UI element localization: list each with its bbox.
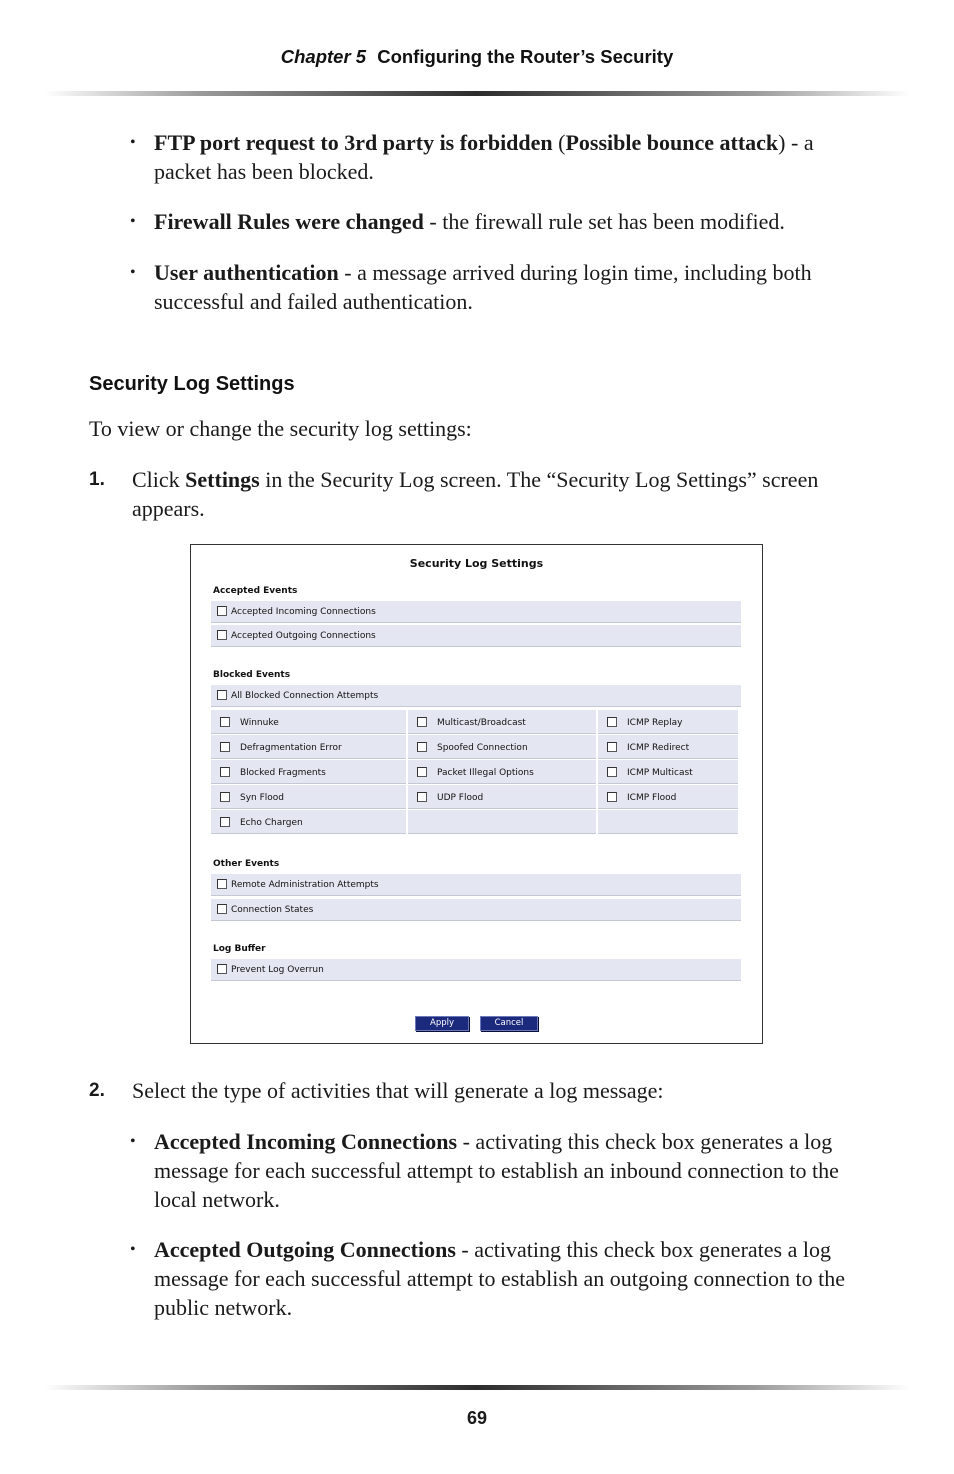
footer-rule [44, 1385, 910, 1390]
log-buffer-label: Log Buffer [213, 944, 266, 954]
defragmentation-error-checkbox[interactable] [220, 742, 230, 752]
bullet-text: - a message arrived during login time, including both successful and failed authentication. [154, 260, 812, 314]
accepted-events-label: Accepted Events [213, 586, 298, 596]
empty-cell [408, 810, 596, 834]
all-blocked-checkbox[interactable] [217, 690, 227, 700]
step-number: 2. [89, 1080, 105, 1101]
checkbox-label: Prevent Log Overrun [231, 965, 324, 975]
bullet-firewall-rules [130, 207, 860, 236]
bullet-text: - the firewall rule set has been modified. [423, 209, 785, 234]
accepted-outgoing-row[interactable] [211, 625, 741, 647]
icmp-replay-checkbox[interactable] [607, 717, 617, 727]
bullet-term: Firewall Rules were changed [154, 209, 424, 234]
chapter-title: Configuring the Router’s Security [377, 46, 674, 67]
checkbox-label: Accepted Incoming Connections [231, 607, 376, 617]
bullet-term: Accepted Incoming Connections [154, 1129, 458, 1154]
blocked-event-cell[interactable] [408, 785, 596, 809]
section-title: Security Log Settings [89, 373, 295, 395]
checkbox-label: Connection States [231, 905, 314, 915]
accepted-incoming-row[interactable] [211, 601, 741, 623]
chapter-label: Chapter 5 [280, 46, 367, 67]
accepted-outgoing-checkbox[interactable] [217, 630, 227, 640]
blocked-event-cell[interactable] [598, 735, 738, 759]
bullet-term: Possible bounce attack [565, 130, 779, 155]
other-events-label: Other Events [213, 859, 280, 869]
bullet-dot: • [130, 1133, 136, 1150]
checkbox-label: All Blocked Connection Attempts [231, 691, 379, 701]
blocked-event-cell[interactable] [211, 710, 406, 734]
security-log-settings-screenshot [190, 544, 763, 1044]
checkbox-label: Spoofed Connection [437, 743, 528, 753]
checkbox-label: Packet Illegal Options [437, 768, 534, 778]
step-1 [89, 465, 869, 523]
blocked-event-cell[interactable] [598, 760, 738, 784]
checkbox-label: Blocked Fragments [240, 768, 326, 778]
bullet-term: FTP port request to 3rd party is forbidden [154, 130, 553, 155]
checkbox-label: Accepted Outgoing Connections [231, 631, 376, 641]
blocked-fragments-checkbox[interactable] [220, 767, 230, 777]
step-text: in the Security Log screen. The “Security Log Settings” screen appears. [132, 467, 819, 521]
checkbox-label: Syn Flood [240, 793, 285, 803]
blocked-events-label: Blocked Events [213, 670, 291, 680]
checkbox-label: ICMP Replay [627, 718, 683, 728]
blocked-event-cell[interactable] [408, 760, 596, 784]
blocked-event-cell[interactable] [211, 760, 406, 784]
syn-flood-checkbox[interactable] [220, 792, 230, 802]
all-blocked-row[interactable] [211, 685, 741, 707]
accepted-incoming-checkbox[interactable] [217, 606, 227, 616]
udp-flood-checkbox[interactable] [417, 792, 427, 802]
checkbox-label: Defragmentation Error [240, 743, 342, 753]
blocked-event-cell[interactable] [211, 735, 406, 759]
bullet-text: ( [552, 130, 566, 155]
checkbox-label: ICMP Multicast [627, 768, 693, 778]
blocked-event-cell[interactable] [598, 710, 738, 734]
running-header [0, 46, 954, 68]
bullet-term: User authentication [154, 260, 339, 285]
bullet-ftp [130, 128, 860, 186]
step-term: Settings [185, 467, 260, 492]
checkbox-label: Echo Chargen [240, 818, 303, 828]
page-number: 69 [466, 1408, 488, 1428]
bullet-dot: • [130, 134, 136, 151]
bullet-text: - activating this check box generates a log message for each successful attempt to establish an inbound connection to the local network. [154, 1129, 839, 1212]
multicast-broadcast-checkbox[interactable] [417, 717, 427, 727]
checkbox-label: Multicast/Broadcast [437, 718, 526, 728]
packet-illegal-options-checkbox[interactable] [417, 767, 427, 777]
bullet-accepted-incoming [130, 1127, 860, 1214]
blocked-event-cell[interactable] [408, 735, 596, 759]
prevent-log-overrun-row[interactable] [211, 959, 741, 981]
winnuke-checkbox[interactable] [220, 717, 230, 727]
bullet-dot: • [130, 1241, 136, 1258]
header-rule [44, 91, 910, 96]
cancel-button[interactable]: Cancel [480, 1016, 538, 1031]
remote-admin-checkbox[interactable] [217, 879, 227, 889]
screenshot-title: Security Log Settings [409, 557, 544, 570]
bullet-dot: • [130, 213, 136, 230]
step-2 [89, 1076, 869, 1105]
checkbox-label: ICMP Flood [627, 793, 677, 803]
bullet-text: - activating this check box generates a log message for each successful attempt to establish an outgoing connection to the public network. [154, 1237, 845, 1320]
blocked-event-cell[interactable] [211, 810, 406, 834]
step-text: Select the type of activities that will generate a log message: [132, 1078, 664, 1103]
checkbox-label: Winnuke [240, 718, 279, 728]
bullet-user-auth [130, 258, 860, 316]
step-number: 1. [89, 469, 105, 490]
blocked-event-cell[interactable] [598, 785, 738, 809]
spoofed-connection-checkbox[interactable] [417, 742, 427, 752]
intro-text: To view or change the security log settings: [89, 416, 472, 441]
remote-admin-row[interactable] [211, 874, 741, 896]
icmp-redirect-checkbox[interactable] [607, 742, 617, 752]
checkbox-label: ICMP Redirect [627, 743, 690, 753]
echo-chargen-checkbox[interactable] [220, 817, 230, 827]
icmp-multicast-checkbox[interactable] [607, 767, 617, 777]
bullet-term: Accepted Outgoing Connections [154, 1237, 456, 1262]
apply-button[interactable]: Apply [415, 1016, 469, 1031]
step-text: Click [132, 467, 186, 492]
connection-states-checkbox[interactable] [217, 904, 227, 914]
bullet-text: ) - a packet has been blocked. [154, 130, 814, 184]
checkbox-label: Remote Administration Attempts [231, 880, 379, 890]
bullet-accepted-outgoing [130, 1235, 860, 1322]
blocked-event-cell[interactable] [408, 710, 596, 734]
bullet-dot: • [130, 264, 136, 281]
blocked-event-cell[interactable] [211, 785, 406, 809]
checkbox-label: UDP Flood [437, 793, 484, 803]
icmp-flood-checkbox[interactable] [607, 792, 617, 802]
empty-cell [598, 810, 738, 834]
connection-states-row[interactable] [211, 899, 741, 921]
prevent-log-overrun-checkbox[interactable] [217, 964, 227, 974]
